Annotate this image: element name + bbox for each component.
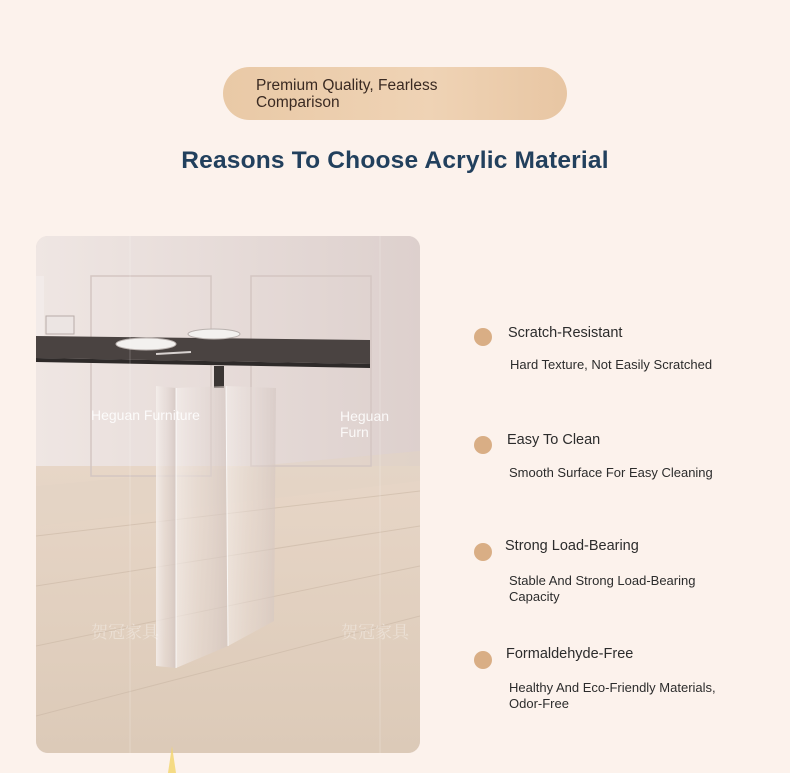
feature-title: Strong Load-Bearing bbox=[505, 538, 639, 554]
feature-title: Scratch-Resistant bbox=[508, 325, 623, 341]
bullet-dot-icon bbox=[474, 651, 492, 669]
bullet-dot-icon bbox=[474, 328, 492, 346]
watermark-cn-right: 贺冠家具 bbox=[341, 623, 409, 642]
table-illustration bbox=[36, 236, 420, 753]
decorative-arrow-icon bbox=[162, 746, 182, 773]
header-pill bbox=[223, 67, 567, 120]
feature-desc: Smooth Surface For Easy Cleaning bbox=[509, 465, 713, 480]
watermark-cn-left: 贺冠家具 bbox=[91, 623, 159, 642]
bullet-dot-icon bbox=[474, 543, 492, 561]
watermark-right: Heguan Furn bbox=[340, 408, 390, 440]
feature-desc: Hard Texture, Not Easily Scratched bbox=[510, 357, 713, 372]
feature-desc: Stable And Strong Load-Bearing Capacity bbox=[509, 573, 696, 604]
page-title: Reasons To Choose Acrylic Material bbox=[181, 147, 609, 174]
bullet-dot-icon bbox=[474, 436, 492, 454]
watermark-left: Heguan Furniture bbox=[91, 407, 200, 423]
product-photo bbox=[36, 236, 420, 753]
feature-desc: Healthy And Eco-Friendly Materials, Odor-Free bbox=[509, 680, 716, 711]
pill-text: Premium Quality, Fearless Comparison bbox=[256, 76, 438, 111]
feature-title: Formaldehyde-Free bbox=[506, 646, 634, 662]
feature-title: Easy To Clean bbox=[507, 432, 601, 448]
